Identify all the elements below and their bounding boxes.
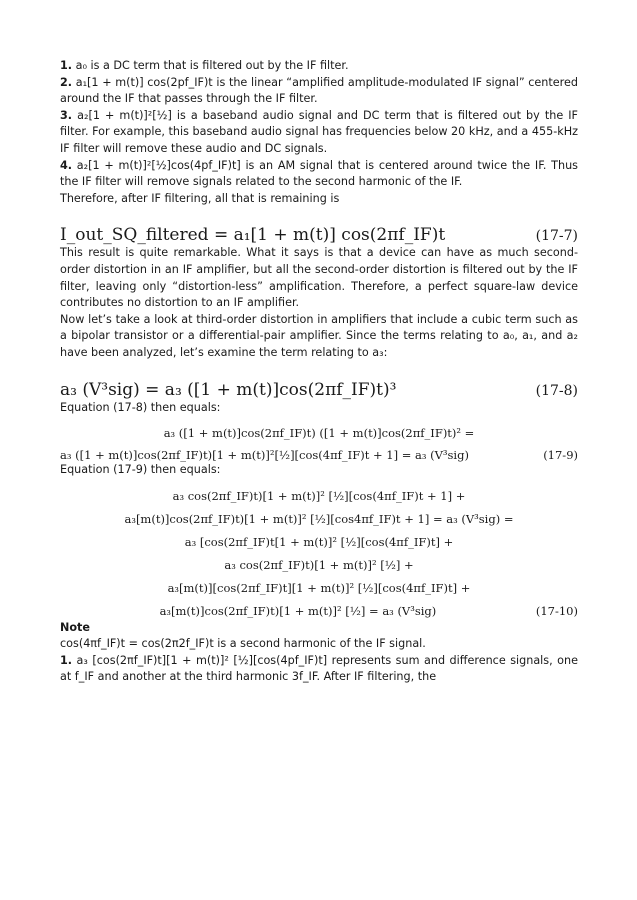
equation-17-10-line-5: a₃[m(t)][cos(2πf_IF)t][1 + m(t)]² [½][cos(4πf_IF)t] + — [167, 580, 471, 595]
note-line: cos(4πf_IF)t = cos(2π2f_IF)t is a second harmonic of the IF signal. — [60, 637, 426, 651]
item-number: 3. — [60, 108, 73, 122]
item-text: a₃ [cos(2πf_IF)t][1 + m(t)]² [½][cos(4pf_IF)t] represents sum and difference signals, one at f_IF and another at the third harmonic 3f_IF. After IF filtering, the — [60, 653, 578, 684]
equation-17-10-line-3: a₃ [cos(2πf_IF)t[1 + m(t)]² [½][cos(4πf_IF)t] + — [184, 534, 454, 549]
equation-17-10-line-4: a₃ cos(2πf_IF)t)[1 + m(t)]² [½] + — [224, 557, 414, 572]
equation-number: (17-9) — [543, 448, 578, 463]
item-text: a₂[1 + m(t)]²[½] is a baseband audio signal and DC term that is filtered out by the IF filter. For example, this baseband audio signal has frequencies below 20 kHz, and a 455-kHz IF filter will remove these audio and DC signals. — [60, 108, 578, 155]
equation-expression: a₃ (V³sig) = a₃ ([1 + m(t)]cos(2πf_IF)t)³ — [60, 379, 397, 400]
equation-17-7 — [60, 225, 578, 245]
note-list-item-1 — [60, 653, 578, 686]
document-page — [60, 58, 578, 686]
equation-17-9-line-1: a₃ ([1 + m(t)]cos(2πf_IF)t) ([1 + m(t)]cos(2πf_IF)t)² = — [163, 426, 475, 441]
list-item-2 — [60, 75, 578, 108]
equation-17-10-line-2: a₃[m(t)]cos(2πf_IF)t)[1 + m(t)]² [½][cos4πf_IF)t + 1] = a₃ (V³sig) = — [124, 511, 514, 526]
equation-expression: I_out_SQ_filtered = a₁[1 + m(t)] cos(2πf_IF)t — [60, 225, 446, 246]
equation-17-8 — [60, 380, 578, 400]
equation-number: (17-10) — [535, 603, 578, 618]
item-number: 1. — [60, 59, 73, 72]
equation-17-10-line-1: a₃ cos(2πf_IF)t)[1 + m(t)]² [½][cos(4πf_IF)t + 1] + — [172, 488, 466, 503]
equation-expression: a₃ ([1 + m(t)]cos(2πf_IF)t)[1 + m(t)]²[½][cos(4πf_IF)t + 1] = a₃ (V³sig) — [60, 448, 469, 463]
equation-number: (17-8) — [535, 382, 578, 399]
equation-17-10 — [60, 604, 578, 618]
item-number: 2. — [60, 75, 73, 89]
item-text: a₀ is a DC term that is filtered out by the IF filter. — [75, 59, 349, 72]
item-number: 4. — [60, 158, 73, 172]
paragraph-third-order: Now let’s take a look at third-order distortion in amplifiers that include a cubic term such as a bipolar transistor or a differential-pair amplifier. Since the terms relating to a₀, a₁, and a₂ have been analyzed, let’s examine the term relating to a₃: — [60, 312, 578, 359]
item-number: 1. — [60, 653, 73, 667]
equation-17-9 — [60, 448, 578, 462]
item-text: a₁[1 + m(t)] cos(2pf_IF)t is the linear “amplified amplitude-modulated IF signal” centered around the IF that passes through the IF filter. — [60, 75, 579, 106]
item-text: a₂[1 + m(t)]²[½]cos(4pf_IF)t] is an AM signal that is centered around twice the IF. Thus the IF filter will remove signals related to the second harmonic of the IF. — [60, 158, 578, 189]
note-title: Note — [60, 620, 90, 634]
then-equals-text-2: Equation (17-9) then equals: — [60, 463, 221, 477]
equation-expression: a₃[m(t)]cos(2πf_IF)t)[1 + m(t)]² [½] = a₃ (V³sig) — [159, 603, 437, 618]
then-equals-text: Equation (17-8) then equals: — [60, 400, 221, 414]
list-item-3 — [60, 108, 578, 158]
list-item-1 — [60, 58, 578, 75]
paragraph-remarkable: This result is quite remarkable. What it says is that a device can have as much second-order distortion in an IF amplifier, but all the second-order distortion is filtered out by the IF filter, leaving only “distortion-less” amplification. Therefore, a perfect square-law device contributes no distortion to an IF amplifier. — [60, 246, 578, 310]
list-item-4 — [60, 158, 578, 191]
after-filtering-text: Therefore, after IF filtering, all that is remaining is — [60, 191, 340, 205]
equation-number: (17-7) — [535, 228, 578, 245]
